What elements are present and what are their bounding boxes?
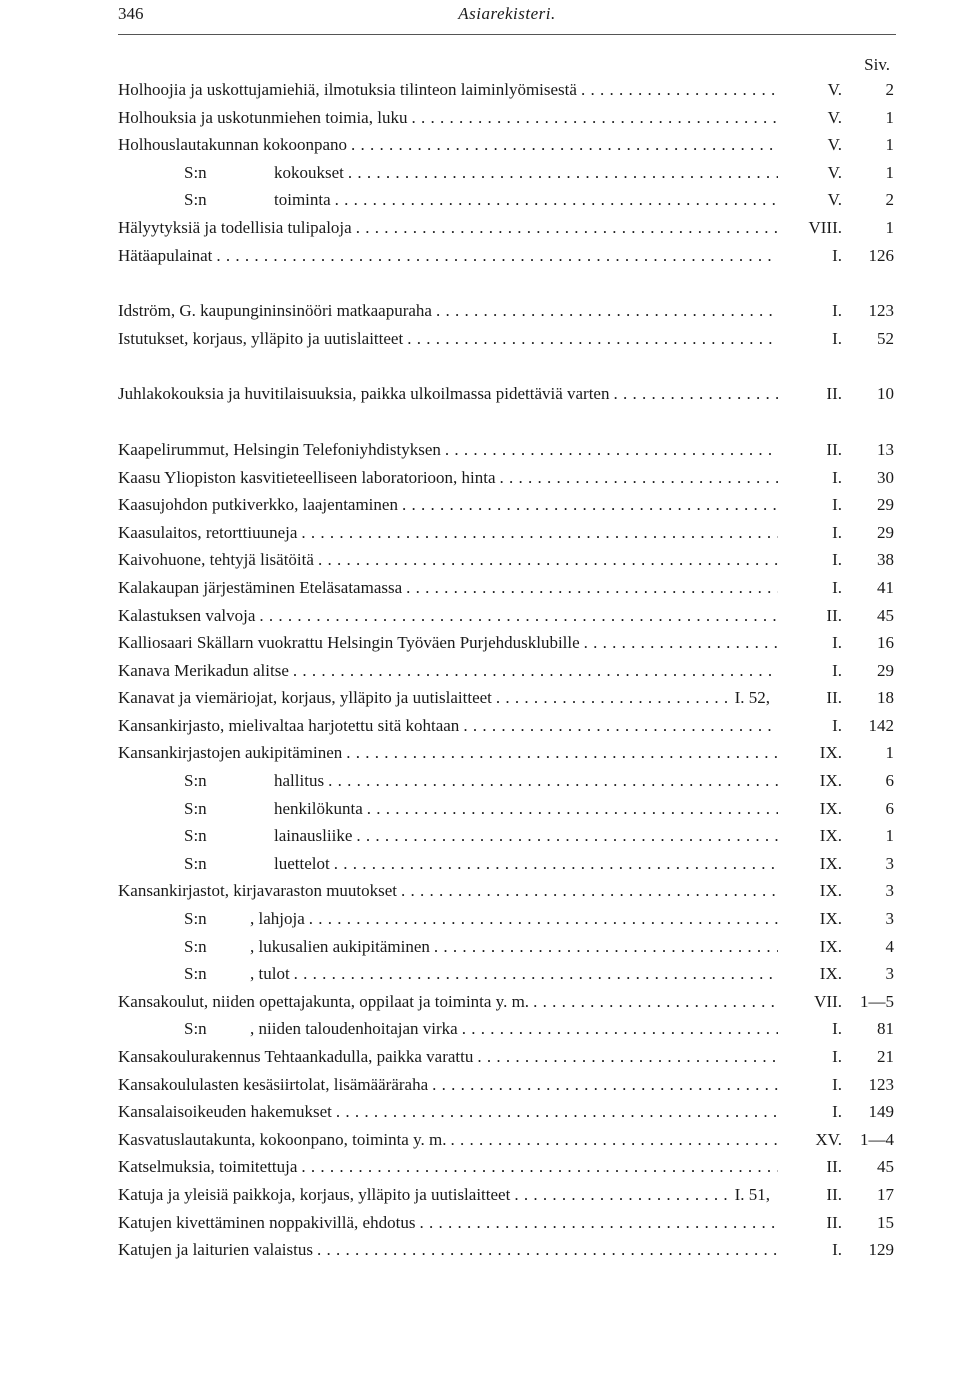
entry-volume: I.: [832, 633, 842, 653]
entry-text: [118, 329, 403, 349]
entry-volume: II.: [826, 605, 842, 625]
entry-page: 21: [877, 1047, 894, 1066]
entry-extra-reference: I. 52,: [734, 688, 770, 708]
index-entry: [118, 1157, 894, 1185]
index-entry: [118, 550, 894, 578]
page-header: [118, 4, 896, 30]
entry-volume: V.: [827, 80, 842, 99]
entry-text: [118, 964, 290, 984]
entry-page: 1—5: [860, 991, 894, 1011]
entry-text: [118, 688, 492, 708]
dot-leader: [334, 854, 778, 874]
entry-page: 2: [885, 80, 894, 99]
entry-volume: I.: [832, 1019, 842, 1039]
entry-volume: II.: [826, 1212, 842, 1232]
entry-text: [118, 854, 330, 874]
entry-text: [118, 633, 580, 653]
index-entry: [118, 495, 894, 523]
dot-leader: [436, 301, 778, 321]
dot-leader: [348, 163, 778, 183]
entry-label: Holhoojia ja uskottujamiehiä, ilmotuksia tilinteon laiminlyömisestä: [118, 80, 577, 99]
entry-volume: IX.: [819, 909, 842, 929]
index-entry: [118, 992, 894, 1020]
entry-volume: IX.: [819, 964, 842, 984]
dot-leader: [450, 1130, 778, 1150]
entry-volume: IX.: [819, 771, 842, 791]
entry-text: [118, 771, 324, 791]
dot-leader: [318, 550, 778, 570]
entry-volume: I.: [832, 1074, 842, 1094]
entry-label: Kansalaisoikeuden hakemukset: [118, 1102, 332, 1122]
entry-volume: I.: [832, 245, 842, 265]
index-entry: [118, 688, 894, 716]
entry-text: [118, 937, 430, 957]
index-entry: [118, 1185, 894, 1213]
dot-leader: [496, 688, 731, 708]
entry-text: [118, 523, 297, 543]
entry-label: Kalliosaari Skällarn vuokrattu Helsingin Työväen Purjehdusklubille: [118, 633, 580, 653]
dot-leader: [432, 1075, 778, 1095]
entry-text: [118, 578, 402, 598]
index-entry: [118, 1130, 894, 1158]
entry-volume: I.: [832, 550, 842, 570]
entry-text: [118, 992, 529, 1012]
index-entry: [118, 937, 894, 965]
entry-page: 6: [885, 798, 894, 818]
entry-page: 1—4: [860, 1129, 894, 1149]
entry-volume: IX.: [819, 936, 842, 956]
entry-volume: I.: [832, 522, 842, 542]
entry-label: Istutukset, korjaus, ylläpito ja uutislaitteet: [118, 328, 404, 348]
entry-text: [118, 190, 331, 210]
entry-page: 45: [877, 1157, 894, 1177]
dot-leader: [336, 1102, 778, 1122]
index-entries: [118, 80, 894, 1268]
entry-volume: XV.: [815, 1129, 842, 1149]
entry-label: , lukusalien aukipitäminen: [250, 936, 430, 956]
entry-label: Kaasujohdon putkiverkko, laajentaminen: [118, 495, 398, 515]
index-entry: [118, 163, 894, 191]
entry-page: 18: [877, 688, 894, 708]
index-entry: [118, 1102, 894, 1130]
entry-volume: IX.: [819, 743, 842, 763]
entry-text: [118, 1185, 510, 1205]
entry-label: Kalakaupan järjestäminen Eteläsatamassa: [118, 577, 403, 597]
entry-volume: II.: [826, 1184, 842, 1204]
dot-leader: [356, 218, 778, 238]
entry-label: toiminta: [274, 190, 331, 210]
entry-prefix: S:n: [184, 190, 207, 210]
entry-text: [118, 799, 363, 819]
entry-label: Kansakoulurakennus Tehtaankadulla, paikka varattu: [118, 1047, 474, 1066]
entry-page: 10: [877, 384, 894, 404]
running-head: Asiarekisteri.: [458, 4, 556, 23]
entry-label: Katuja ja yleisiä paikkoja, korjaus, ylläpito ja uutislaitteet: [118, 1184, 511, 1204]
entry-label: henkilökunta: [274, 798, 363, 818]
dot-leader: [367, 799, 778, 819]
dot-leader: [434, 937, 778, 957]
dot-leader: [514, 1185, 730, 1205]
entry-page: 1: [885, 217, 894, 237]
entry-label: , tulot: [250, 964, 290, 984]
entry-page: 123: [868, 301, 894, 321]
dot-leader: [401, 881, 778, 901]
entry-volume: I.: [832, 577, 842, 597]
entry-page: 3: [885, 964, 894, 984]
entry-text: [118, 661, 289, 681]
entry-page: 38: [877, 550, 894, 570]
entry-page: 2: [885, 190, 894, 210]
entry-page: 52: [877, 328, 894, 348]
entry-prefix: S:n: [184, 771, 207, 791]
index-entry: [118, 826, 894, 854]
entry-text: [118, 881, 397, 901]
entry-prefix: S:n: [184, 826, 207, 846]
entry-label: Katujen kivettäminen noppakivillä, ehdotus: [118, 1212, 416, 1232]
entry-text: [118, 384, 609, 404]
entry-text: [118, 108, 407, 128]
entry-label: Kaapelirummut, Helsingin Telefoniyhdistyksen: [118, 439, 441, 459]
index-entry: [118, 799, 894, 827]
entry-label: Kalastuksen valvoja: [118, 605, 256, 625]
entry-text: [118, 550, 314, 570]
entry-extra-reference: I. 51,: [734, 1184, 770, 1204]
entry-volume: I.: [832, 660, 842, 680]
index-entry: [118, 881, 894, 909]
dot-leader: [477, 1047, 778, 1067]
entry-page: 29: [877, 660, 894, 680]
entry-volume: I.: [832, 301, 842, 321]
index-entry: [118, 440, 894, 468]
entry-page: 149: [868, 1102, 894, 1122]
entry-volume: V.: [827, 135, 842, 155]
entry-page: 81: [877, 1019, 894, 1039]
index-entry: [118, 1240, 894, 1268]
dot-leader: [346, 743, 778, 763]
index-entry: [118, 523, 894, 551]
index-entry: [118, 909, 894, 937]
dot-leader: [581, 80, 778, 100]
entry-label: Kanava Merikadun alitse: [118, 660, 289, 680]
entry-volume: IX.: [819, 826, 842, 846]
index-entry: [118, 1075, 894, 1103]
entry-volume: I.: [832, 1240, 842, 1260]
dot-leader: [293, 661, 778, 681]
entry-text: [118, 80, 577, 100]
dot-leader: [411, 108, 778, 128]
index-entry: [118, 301, 894, 329]
entry-label: luettelot: [274, 853, 330, 873]
entry-label: Kansankirjastot, kirjavaraston muutokset: [118, 881, 398, 901]
entry-label: Hälyytyksiä ja todellisia tulipaloja: [118, 217, 352, 237]
entry-text: [118, 468, 496, 488]
entry-page: 1: [885, 826, 894, 846]
entry-page: 1: [885, 107, 894, 127]
dot-leader: [402, 495, 778, 515]
index-entry: [118, 1047, 894, 1075]
header-rule: [118, 34, 896, 35]
index-entry: [118, 964, 894, 992]
index-entry: [118, 743, 894, 771]
entry-label: lainausliike: [274, 826, 353, 846]
index-entry: [118, 606, 894, 634]
entry-volume: V.: [827, 107, 842, 127]
index-entry: [118, 384, 894, 412]
entry-volume: I.: [832, 1047, 842, 1066]
index-entry: [118, 218, 894, 246]
index-entry: [118, 633, 894, 661]
entry-text: [118, 743, 342, 763]
entry-label: Kaasu Yliopiston kasvitieteelliseen laboratorioon, hinta: [118, 467, 496, 487]
index-entry: [118, 854, 894, 882]
entry-volume: IX.: [819, 798, 842, 818]
entry-page: 129: [868, 1240, 894, 1260]
entry-page: 29: [877, 522, 894, 542]
entry-volume: I.: [832, 1102, 842, 1122]
page-number: 346: [118, 4, 144, 23]
entry-label: Kaasulaitos, retorttiuuneja: [118, 522, 298, 542]
index-entry: [118, 1019, 894, 1047]
dot-leader: [406, 578, 778, 598]
entry-page: 1: [885, 162, 894, 182]
index-entry: [118, 108, 894, 136]
entry-text: [118, 1019, 458, 1039]
entry-text: [118, 909, 305, 929]
entry-label: Idström, G. kaupungininsinööri matkaapuraha: [118, 301, 432, 321]
entry-volume: II.: [826, 439, 842, 459]
index-entry: [118, 771, 894, 799]
index-entry: [118, 135, 894, 163]
entry-volume: IX.: [819, 881, 842, 901]
entry-page: 123: [868, 1074, 894, 1094]
entry-prefix: S:n: [184, 909, 207, 929]
entry-volume: I.: [832, 467, 842, 487]
entry-text: [118, 218, 352, 238]
entry-label: , lahjoja: [250, 909, 305, 929]
entry-page: 3: [885, 853, 894, 873]
entry-text: [118, 1102, 332, 1122]
index-entry: [118, 578, 894, 606]
entry-volume: II.: [826, 1157, 842, 1177]
dot-leader: [533, 992, 778, 1012]
entry-label: kokoukset: [274, 162, 344, 182]
entry-text: [118, 1240, 313, 1260]
entry-prefix: S:n: [184, 162, 207, 182]
entry-label: Katselmuksia, toimitettuja: [118, 1157, 298, 1177]
dot-leader: [463, 716, 778, 736]
entry-label: Kansankirjasto, mielivaltaa harjotettu sitä kohtaan: [118, 715, 460, 735]
dot-leader: [407, 329, 778, 349]
entry-label: Juhlakokouksia ja huvitilaisuuksia, paikka ulkoilmassa pidettäviä varten: [118, 384, 610, 404]
entry-label: , niiden taloudenhoitajan virka: [250, 1019, 458, 1039]
dot-leader: [419, 1213, 778, 1233]
entry-label: Katujen ja laiturien valaistus: [118, 1240, 313, 1260]
entry-volume: V.: [827, 162, 842, 182]
dot-leader: [309, 909, 778, 929]
entry-prefix: S:n: [184, 1019, 207, 1039]
entry-text: [118, 1047, 473, 1067]
entry-label: Kansakoulut, niiden opettajakunta, oppilaat ja toiminta y. m.: [118, 991, 530, 1011]
index-entry: [118, 1213, 894, 1241]
entry-text: [118, 163, 344, 183]
entry-prefix: S:n: [184, 798, 207, 818]
entry-label: Kasvatuslautakunta, kokoonpano, toiminta y. m.: [118, 1129, 447, 1149]
index-entry: [118, 80, 894, 108]
entry-label: Kansankirjastojen aukipitäminen: [118, 743, 343, 763]
entry-page: 6: [885, 771, 894, 791]
entry-prefix: S:n: [184, 853, 207, 873]
dot-leader: [301, 1157, 778, 1177]
entry-volume: V.: [827, 190, 842, 210]
index-entry: [118, 329, 894, 357]
dot-leader: [500, 468, 778, 488]
entry-label: Hätäapulainat: [118, 245, 213, 265]
dot-leader: [462, 1019, 778, 1039]
entry-volume: I.: [832, 715, 842, 735]
entry-page: 16: [877, 633, 894, 653]
entry-label: Holhouksia ja uskotunmiehen toimia, luku: [118, 107, 408, 127]
dot-leader: [445, 440, 778, 460]
entry-page: 41: [877, 577, 894, 597]
entry-page: 4: [885, 936, 894, 956]
entry-page: 3: [885, 909, 894, 929]
column-label: Siv.: [864, 55, 890, 74]
dot-leader: [301, 523, 778, 543]
entry-label: Kansakoululasten kesäsiirtolat, lisämääräraha: [118, 1074, 429, 1094]
entry-text: [118, 1130, 446, 1150]
entry-prefix: S:n: [184, 936, 207, 956]
entry-label: Kanavat ja viemäriojat, korjaus, ylläpito ja uutislaitteet: [118, 688, 492, 708]
entry-volume: VII.: [814, 991, 842, 1011]
entry-label: Holhouslautakunnan kokoonpano: [118, 135, 347, 155]
entry-page: 17: [877, 1184, 894, 1204]
dot-leader: [328, 771, 778, 791]
entry-page: 13: [877, 439, 894, 459]
dot-leader: [294, 964, 778, 984]
entry-volume: I.: [832, 328, 842, 348]
entry-text: [118, 301, 432, 321]
index-entry: [118, 190, 894, 218]
entry-page: 30: [877, 467, 894, 487]
entry-page: 29: [877, 495, 894, 515]
entry-text: [118, 826, 352, 846]
entry-page: 3: [885, 881, 894, 901]
entry-volume: II.: [826, 688, 842, 708]
entry-text: [118, 1213, 415, 1233]
dot-leader: [613, 384, 778, 404]
entry-page: 45: [877, 605, 894, 625]
entry-text: [118, 606, 255, 626]
entry-page: 1: [885, 743, 894, 763]
entry-text: [118, 135, 347, 155]
index-entry: [118, 716, 894, 744]
entry-text: [118, 495, 398, 515]
index-entry: [118, 661, 894, 689]
entry-text: [118, 440, 441, 460]
dot-leader: [259, 606, 778, 626]
entry-page: 126: [868, 245, 894, 265]
entry-label: Kaivohuone, tehtyjä lisätöitä: [118, 550, 314, 570]
entry-prefix: S:n: [184, 964, 207, 984]
index-entry: [118, 246, 894, 274]
index-entry: [118, 468, 894, 496]
dot-leader: [317, 1240, 778, 1260]
entry-page: 15: [877, 1212, 894, 1232]
dot-leader: [335, 190, 778, 210]
dot-leader: [356, 826, 778, 846]
entry-text: [118, 716, 459, 736]
dot-leader: [216, 246, 778, 266]
entry-volume: VIII.: [808, 217, 842, 237]
entry-volume: I.: [832, 495, 842, 515]
entry-text: [118, 1157, 297, 1177]
entry-page: 142: [868, 715, 894, 735]
dot-leader: [584, 633, 778, 653]
entry-volume: II.: [826, 384, 842, 404]
dot-leader: [351, 135, 778, 155]
entry-page: 1: [885, 135, 894, 155]
entry-text: [118, 1075, 428, 1095]
entry-label: hallitus: [274, 771, 325, 791]
entry-text: [118, 246, 212, 266]
entry-volume: IX.: [819, 853, 842, 873]
